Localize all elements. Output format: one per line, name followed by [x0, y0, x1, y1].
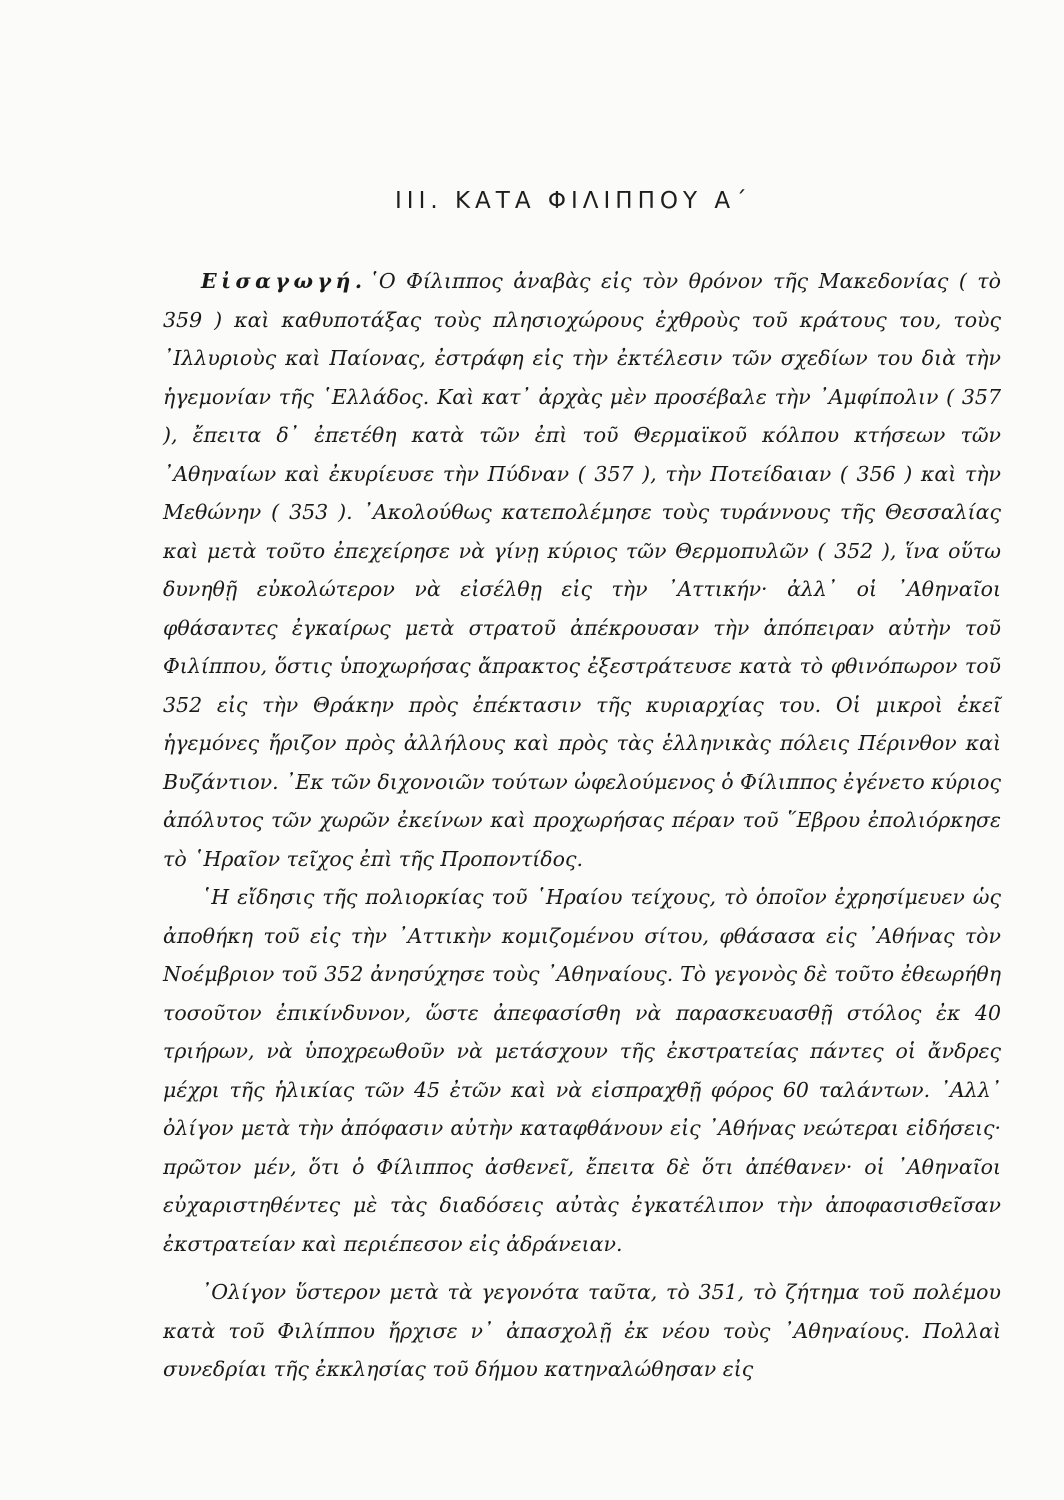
chapter-title: III. ΚΑΤΑ ΦΙΛΙΠΠΟΥ Α΄ — [395, 188, 752, 214]
body-text — [163, 262, 1001, 1389]
paragraph-1-text: ῾Ο Φίλιππος ἀναβὰς εἰς τὸν θρόνον τῆς Μακεδονίας ( τὸ 359 ) καὶ καθυποτάξας τοὺς πλησιοχώρους ἐχθροὺς τοῦ κράτους του, τοὺς ᾿Ιλλυριοὺς καὶ Παίονας, ἐστράφη εἰς τὴν ἐκτέλεσιν τῶν σχεδίων του διὰ τὴν ἡγεμονίαν τῆς ῾Ελλάδος. Καὶ κατ᾽ ἀρχὰς μὲν προσέβαλε τὴν ᾿Αμφίπολιν ( 357 ), ἔπειτα δ᾽ ἐπετέθη κατὰ τῶν ἐπὶ τοῦ Θερμαϊκοῦ κόλπου κτήσεων τῶν ᾿Αθηναίων καὶ ἐκυρίευσε τὴν Πύδναν ( 357 ), τὴν Ποτείδαιαν ( 356 ) καὶ τὴν Μεθώνην ( 353 ). ᾿Ακολούθως κατεπολέμησε τοὺς τυράννους τῆς Θεσσαλίας καὶ μετὰ τοῦτο ἐπεχείρησε νὰ γίνῃ κύριος τῶν Θερμοπυλῶν ( 352 ), ἵνα οὕτω δυνηθῇ εὐκολώτερον νὰ εἰσέλθῃ εἰς τὴν ᾿Αττικήν· ἀλλ᾽ οἱ ᾿Αθηναῖοι φθάσαντες ἐγκαίρως μετὰ στρατοῦ ἀπέκρουσαν τὴν ἀπόπειραν αὐτὴν τοῦ Φιλίππου, ὅστις ὑποχωρήσας ἄπρακτος ἐξεστράτευσε κατὰ τὸ φθινόπωρον τοῦ 352 εἰς τὴν Θράκην πρὸς ἐπέκτασιν τῆς κυριαρχίας του. Οἱ μικροὶ ἐκεῖ ἡγεμόνες ἤριζον πρὸς ἀλλήλους καὶ πρὸς τὰς ἑλληνικὰς πόλεις Πέρινθον καὶ Βυζάντιον. ᾿Εκ τῶν διχονοιῶν τούτων ὠφελούμενος ὁ Φίλιππος ἐγένετο κύριος ἀπόλυτος τῶν χωρῶν ἐκείνων καὶ προχωρήσας πέραν τοῦ ῞Εβρου ἐπολιόρκησε τὸ ῾Ηραῖον τεῖχος ἐπὶ τῆς Προποντίδος. — [163, 269, 1001, 871]
intro-paragraph-2: ῾Η εἴδησις τῆς πολιορκίας τοῦ ῾Ηραίου τείχους, τὸ ὁποῖον ἐχρησίμευεν ὡς ἀποθήκη τοῦ εἰς τὴν ᾿Αττικὴν κομιζομένου σίτου, φθάσασα εἰς ᾿Αθήνας τὸν Νοέμβριον τοῦ 352 ἀνησύχησε τοὺς ᾿Αθηναίους. Τὸ γεγονὸς δὲ τοῦτο ἐθεωρήθη τοσοῦτον ἐπικίνδυνον, ὥστε ἀπεφασίσθη νὰ παρασκευασθῇ στόλος ἐκ 40 τριήρων, νὰ ὑποχρεωθοῦν νὰ μετάσχουν τῆς ἐκστρατείας πάντες οἱ ἄνδρες μέχρι τῆς ἡλικίας τῶν 45 ἐτῶν καὶ νὰ εἰσπραχθῇ φόρος 60 ταλάντων. ᾿Αλλ᾽ ὀλίγον μετὰ τὴν ἀπόφασιν αὐτὴν καταφθάνουν εἰς ᾿Αθήνας νεώτεραι εἰδήσεις· πρῶτον μέν, ὅτι ὁ Φίλιππος ἀσθενεῖ, ἔπειτα δὲ ὅτι ἀπέθανεν· οἱ ᾿Αθηναῖοι εὐχαριστηθέντες μὲ τὰς διαδόσεις αὐτὰς ἐγκατέλιπον τὴν ἀποφασισθεῖσαν ἐκστρατείαν καὶ περιέπεσον εἰς ἀδράνειαν. — [163, 885, 1001, 1256]
intro-paragraph-1 — [163, 262, 1001, 878]
intro-paragraph-3: ᾿Ολίγον ὕστερον μετὰ τὰ γεγονότα ταῦτα, τὸ 351, τὸ ζήτημα τοῦ πολέμου κατὰ τοῦ Φιλίππου ἤρχισε ν᾽ ἀπασχολῇ ἐκ νέου τοὺς ᾿Αθηναίους. Πολλαὶ συνεδρίαι τῆς ἐκκλησίας τοῦ δήμου κατηναλώθησαν εἰς — [163, 1280, 1001, 1381]
introduction-heading: Εἰσαγωγή. — [201, 269, 367, 293]
